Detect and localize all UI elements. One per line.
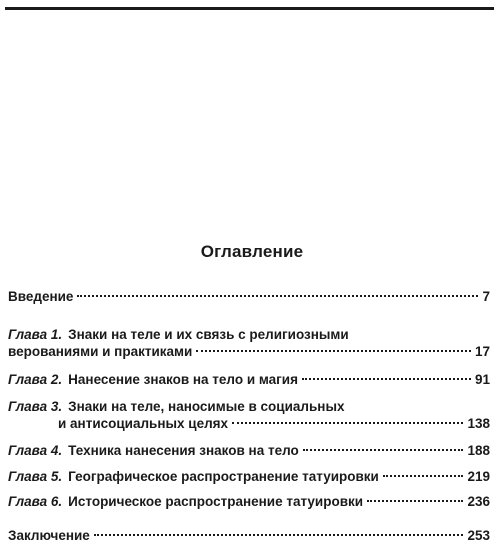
toc-entry-page: 7: [482, 289, 490, 304]
toc-entry-chapter-5: [8, 469, 490, 489]
toc-entry-title: Заключение: [8, 528, 90, 543]
dot-leader: [232, 422, 463, 424]
dot-leader: [196, 350, 471, 352]
toc-entry-title: Знаки на теле, наносимые в социальных: [68, 399, 345, 414]
toc-entry-chapter-2: [8, 372, 490, 392]
dot-leader: [77, 295, 478, 297]
toc-entry-title: Географическое распространение татуировки: [68, 469, 379, 484]
chapter-label: Глава 6.: [8, 494, 63, 509]
toc-entry-introduction: [8, 289, 490, 309]
toc-entry-title: Нанесение знаков на тело и магия: [68, 372, 298, 387]
toc-entry-chapter-1-line-2: [8, 344, 490, 364]
toc-entry-page: 253: [467, 528, 490, 543]
dot-leader: [367, 500, 463, 502]
dot-leader: [303, 449, 464, 451]
toc-entry-chapter-6: [8, 494, 490, 514]
toc-entry-title: Техника нанесения знаков на тело: [68, 443, 299, 458]
dot-leader: [383, 475, 464, 477]
toc-entry-chapter-3-line-2: [8, 416, 490, 436]
toc-entry-page: 91: [474, 372, 490, 387]
toc-entry-title: Знаки на теле и их связь с религиозными: [68, 327, 349, 342]
toc-entry-title-cont: верованиями и практиками: [8, 344, 193, 359]
toc-entry-title: Введение: [8, 289, 74, 304]
chapter-label: Глава 1.: [8, 327, 63, 342]
chapter-label: Глава 4.: [8, 443, 63, 458]
toc-entry-title: Историческое распространение татуировки: [68, 494, 364, 509]
toc-entry-page: 138: [467, 416, 490, 431]
toc-entry-page: 17: [474, 344, 490, 359]
toc-title: Оглавление: [200, 242, 304, 261]
toc-entry-page: 236: [467, 494, 490, 509]
dot-leader: [302, 378, 471, 380]
chapter-label: Глава 2.: [8, 372, 63, 387]
toc-entry-page: 219: [467, 469, 490, 484]
chapter-label: Глава 5.: [8, 469, 63, 484]
toc-entry-page: 188: [467, 443, 490, 458]
toc-entry-chapter-4: [8, 443, 490, 463]
top-rule: [5, 7, 494, 10]
toc-entry-title-cont: и антисоциальных целях: [58, 416, 229, 431]
toc-entry-conclusion: [8, 528, 490, 548]
chapter-label: Глава 3.: [8, 399, 63, 414]
dot-leader: [94, 534, 464, 536]
